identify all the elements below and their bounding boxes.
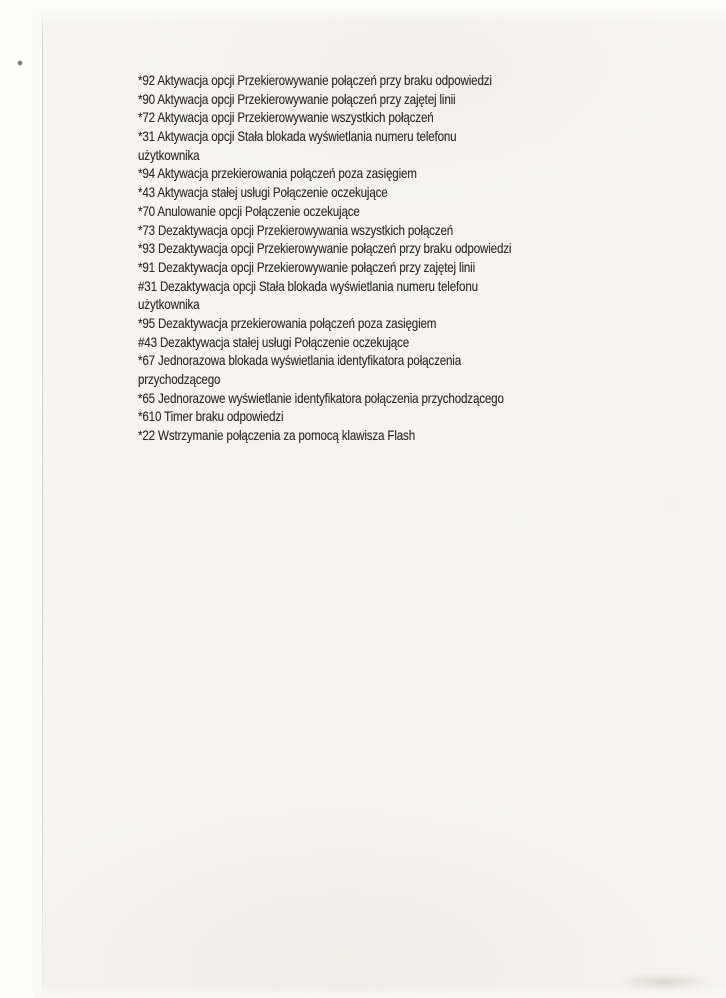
paper-edge-shadow	[42, 10, 43, 976]
document-line: *73 Dezaktywacja opcji Przekierowywania wszystkich połączeń	[138, 221, 454, 238]
document-line: *93 Dezaktywacja opcji Przekierowywanie połączeń przy braku odpowiedzi	[138, 240, 512, 257]
document-line: *90 Aktywacja opcji Przekierowywanie połączeń przy zajętej linii	[138, 90, 456, 107]
document-line: *610 Timer braku odpowiedzi	[138, 408, 284, 425]
paper-left-margin-strip	[33, 9, 42, 994]
document-line: *65 Jednorazowe wyświetlanie identyfikatora połączenia przychodzącego	[138, 389, 504, 406]
document-line: *92 Aktywacja opcji Przekierowywanie połączeń przy braku odpowiedzi	[138, 72, 492, 88]
document-line: przychodzącego	[138, 371, 221, 387]
scan-smudge	[618, 974, 710, 990]
document-line: *70 Anulowanie opcji Połączenie oczekujące	[138, 202, 360, 219]
document-line: *67 Jednorazowa blokada wyświetlania identyfikatora połączenia	[138, 352, 462, 369]
document-line: *22 Wstrzymanie połączenia za pomocą klawisza Flash	[138, 427, 415, 444]
document-line: *94 Aktywacja przekierowania połączeń poza zasięgiem	[138, 165, 417, 182]
document-line: *43 Aktywacja stałej usługi Połączenie oczekujące	[138, 184, 388, 201]
document-line: #43 Dezaktywacja stałej usługi Połączenie oczekujące	[138, 333, 410, 350]
document-text-block	[138, 71, 511, 445]
document-line: *95 Dezaktywacja przekierowania połączeń poza zasięgiem	[138, 314, 437, 331]
document-line: użytkownika	[138, 296, 200, 313]
document-line: #31 Dezaktywacja opcji Stała blokada wyświetlania numeru telefonu	[138, 277, 478, 294]
document-line: użytkownika	[138, 146, 200, 163]
document-line: *31 Aktywacja opcji Stała blokada wyświetlania numeru telefonu	[138, 128, 457, 145]
scan-speck	[17, 60, 23, 66]
document-line: *91 Dezaktywacja opcji Przekierowywanie połączeń przy zajętej linii	[138, 258, 475, 275]
document-line: *72 Aktywacja opcji Przekierowywanie wszystkich połączeń	[138, 109, 434, 126]
